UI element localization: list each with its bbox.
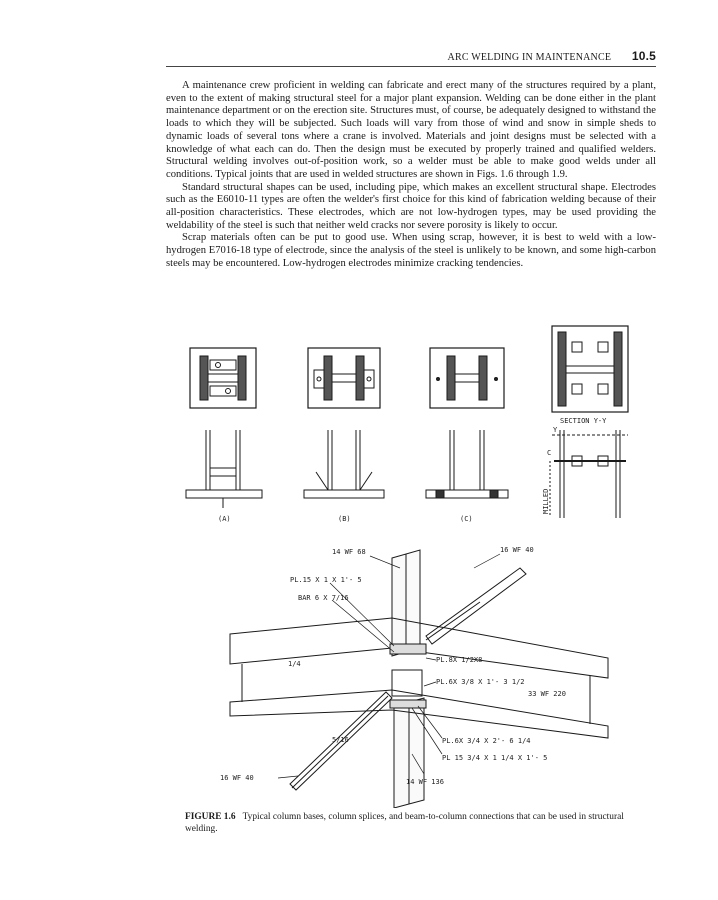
beam-column-connection: [230, 550, 608, 808]
callout-beam-main: 33 WF 220: [528, 690, 566, 698]
weld-symbol-2: 5/16: [332, 736, 349, 744]
header-rule: [166, 66, 656, 67]
paragraph: A maintenance crew proficient in welding can fabricate and erect many of the structures required by a plant, even to the extent of making structural steel for a major plant expansion. Welding can be done either in the plant maintenance department or on the erection site. Structures must, of course, be adequately designed to withstand the loads to which they will be subjected. Such loads will vary from those of wind and snow in simple sheds to dynamic loads of several tons where a crane is involved. Materials and joint designs must be selected with a knowledge of what each can do. Then the design must be executed by properly trained and qualified welders. Structural welding involves out-of-position work, so a welder must be able to make good welds under all conditions. Typical joints that are used in welded structures are shown in Figs. 1.6 through 1.9.: [166, 80, 656, 180]
callout-pl-6a: PL.6X 3/8 X 1'- 3 1/2: [436, 678, 525, 686]
c-mark: C: [547, 449, 552, 457]
running-title: ARC WELDING IN MAINTENANCE: [447, 52, 612, 63]
elevation-a: [186, 430, 262, 508]
plan-view-c: [430, 348, 504, 408]
section-y-y-view: [552, 326, 628, 412]
figure-1-6: [180, 318, 660, 808]
section-label: SECTION Y-Y: [560, 417, 607, 425]
callout-pl-15b: PL 15 3/4 X 1 1/4 X 1'- 5: [442, 754, 548, 762]
plan-view-b: [308, 348, 380, 408]
paragraph: Scrap materials often can be put to good use. When using scrap, however, it is best to weld with a low-hydrogen E7016-18 type of electrode, since the analysis of the steel is unlikely to be known, and some high-carbon steels may be encountered. Low-hydrogen electrodes minimize cracking tendencies.: [166, 232, 656, 269]
elevation-c: [426, 430, 508, 498]
callout-col-bottom: 14 WF 136: [406, 778, 444, 786]
callout-col-top: 14 WF 68: [332, 548, 366, 556]
elevation-b: [304, 430, 384, 498]
body-text: [166, 80, 656, 271]
splice-elevation: [550, 430, 628, 518]
weld-symbol-1: 1/4: [288, 660, 301, 668]
label-c: (C): [460, 515, 473, 523]
callout-pl-6b: PL.6X 3/4 X 2'- 6 1/4: [442, 737, 531, 745]
callout-bar: BAR 6 X 7/16: [298, 594, 349, 602]
label-a: (A): [218, 515, 231, 523]
milled-label: MILLED: [542, 488, 550, 514]
caption-label: FIGURE 1.6: [185, 812, 236, 822]
label-b: (B): [338, 515, 351, 523]
figure-caption: [185, 812, 655, 835]
page-number: 10.5: [631, 49, 656, 63]
callout-pl-8: PL.8X 1/2X8: [436, 656, 483, 664]
callout-beam-left: 16 WF 40: [220, 774, 254, 782]
running-header: [166, 49, 656, 63]
structural-welding-drawing: [180, 318, 660, 808]
paragraph: Standard structural shapes can be used, including pipe, which makes an excellent structural shape. Electrodes such as the E6010-11 types are often the welder's first choice for this kind of fabrication welding because of their all-position characteristics. These electrodes, which are not low-hydrogen types, may be used providing the weldability of the steel is such that neither weld cracks nor severe porosity is likely to occur.: [166, 181, 656, 231]
caption-text: Typical column bases, column splices, and beam-to-column connections that can be used in structural welding.: [185, 812, 624, 834]
callout-pl-15: PL.15 X 1 X 1'- 5: [290, 576, 362, 584]
callout-beam-right: 16 WF 40: [500, 546, 534, 554]
plan-view-a: [190, 348, 256, 408]
y-mark: Y: [553, 426, 558, 434]
